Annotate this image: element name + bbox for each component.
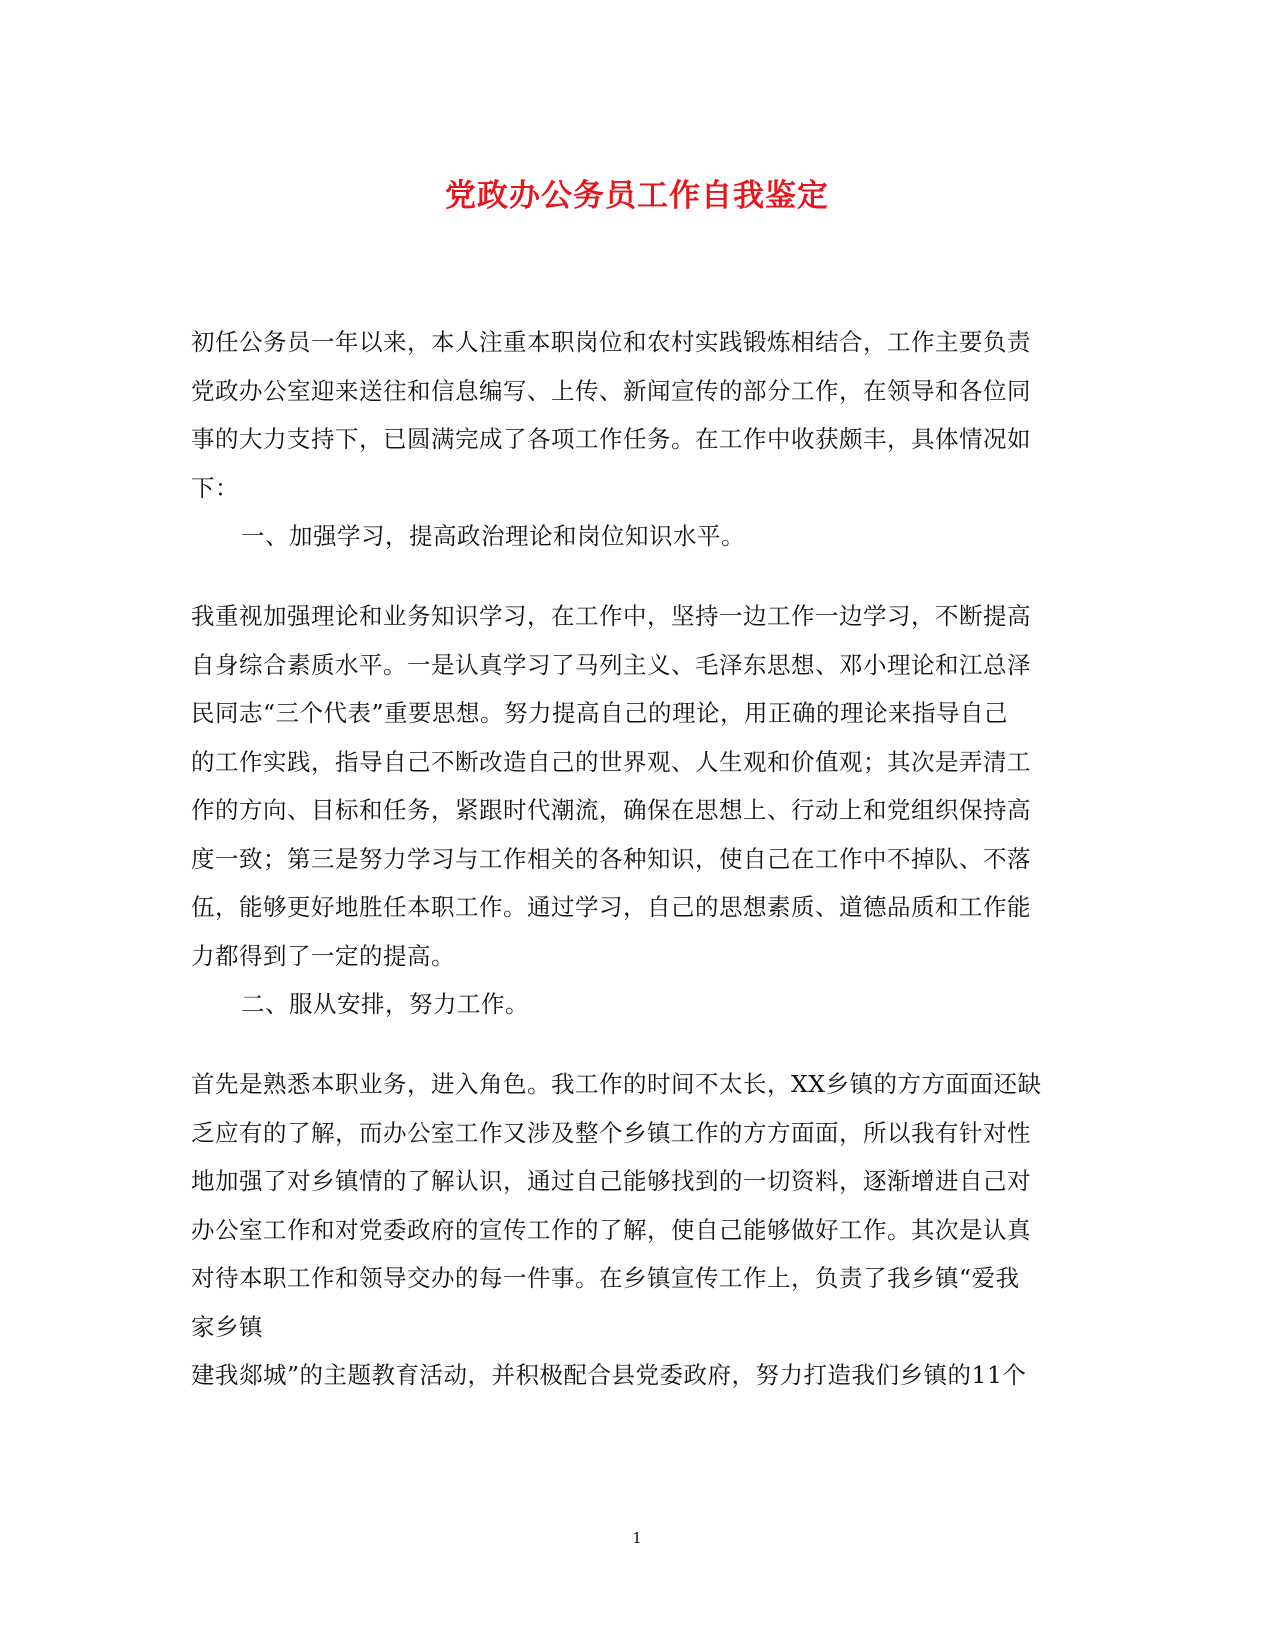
text-line: 乏应有的了解，而办公室工作又涉及整个乡镇工作的方方面面，所以我有针对性 [191, 1118, 1031, 1147]
text-line: 地加强了对乡镇情的了解认识，通过自己能够找到的一切资料，逐渐增进自己对 [191, 1167, 1031, 1195]
section-heading-2: 二、服从安排，努力工作。 [241, 990, 529, 1018]
paragraph-study [191, 592, 1071, 1029]
text-line: 建我郯城”的主题教育活动，并积极配合县党委政府，努力打造我们乡镇的11个 [191, 1361, 1027, 1389]
text-line: 初任公务员一年以来，本人注重本职岗位和农村实践锻炼相结合，工作主要负责 [191, 328, 1031, 356]
document-title: 党政办公务员工作自我鉴定 [445, 178, 829, 214]
page-number: 1 [632, 1529, 642, 1547]
text-line: 伍，能够更好地胜任本职工作。通过学习，自己的思想素质、道德品质和工作能 [191, 893, 1031, 921]
section-heading-1: 一、加强学习，提高政治理论和岗位知识水平。 [241, 522, 745, 550]
text-line: 对待本职工作和领导交办的每一件事。在乡镇宣传工作上，负责了我乡镇“爱我 [191, 1264, 1020, 1292]
text-line: 作的方向、目标和任务，紧跟时代潮流，确保在思想上、行动上和党组织保持高 [191, 796, 1031, 824]
text-line: 党政办公室迎来送往和信息编写、上传、新闻宣传的部分工作，在领导和各位同 [191, 376, 1031, 405]
text-line: 下： [191, 473, 239, 502]
text-line: 我重视加强理论和业务知识学习，在工作中，坚持一边工作一边学习，不断提高 [191, 602, 1031, 630]
text-line: 家乡镇 [191, 1312, 263, 1341]
text-line: 力都得到了一定的提高。 [191, 941, 455, 970]
text-line: 首先是熟悉本职业务，进入角色。我工作的时间不太长，XX乡镇的方方面面还缺 [191, 1070, 1042, 1098]
text-line: 的工作实践，指导自己不断改造自己的世界观、人生观和价值观；其次是弄清工 [191, 747, 1031, 776]
text-line: 办公室工作和对党委政府的宣传工作的了解，使自己能够做好工作。其次是认真 [191, 1215, 1031, 1244]
paragraph-work [191, 1060, 1071, 1400]
text-line: 事的大力支持下，已圆满完成了各项工作任务。在工作中收获颇丰，具体情况如 [191, 425, 1031, 453]
paragraph-intro [191, 318, 1071, 561]
text-line: 度一致；第三是努力学习与工作相关的各种知识，使自己在工作中不掉队、不落 [191, 844, 1031, 873]
text-line: 自身综合素质水平。一是认真学习了马列主义、毛泽东思想、邓小理论和江总泽 [191, 650, 1031, 679]
text-line: 民同志“三个代表”重要思想。努力提高自己的理论，用正确的理论来指导自己 [191, 699, 1009, 727]
